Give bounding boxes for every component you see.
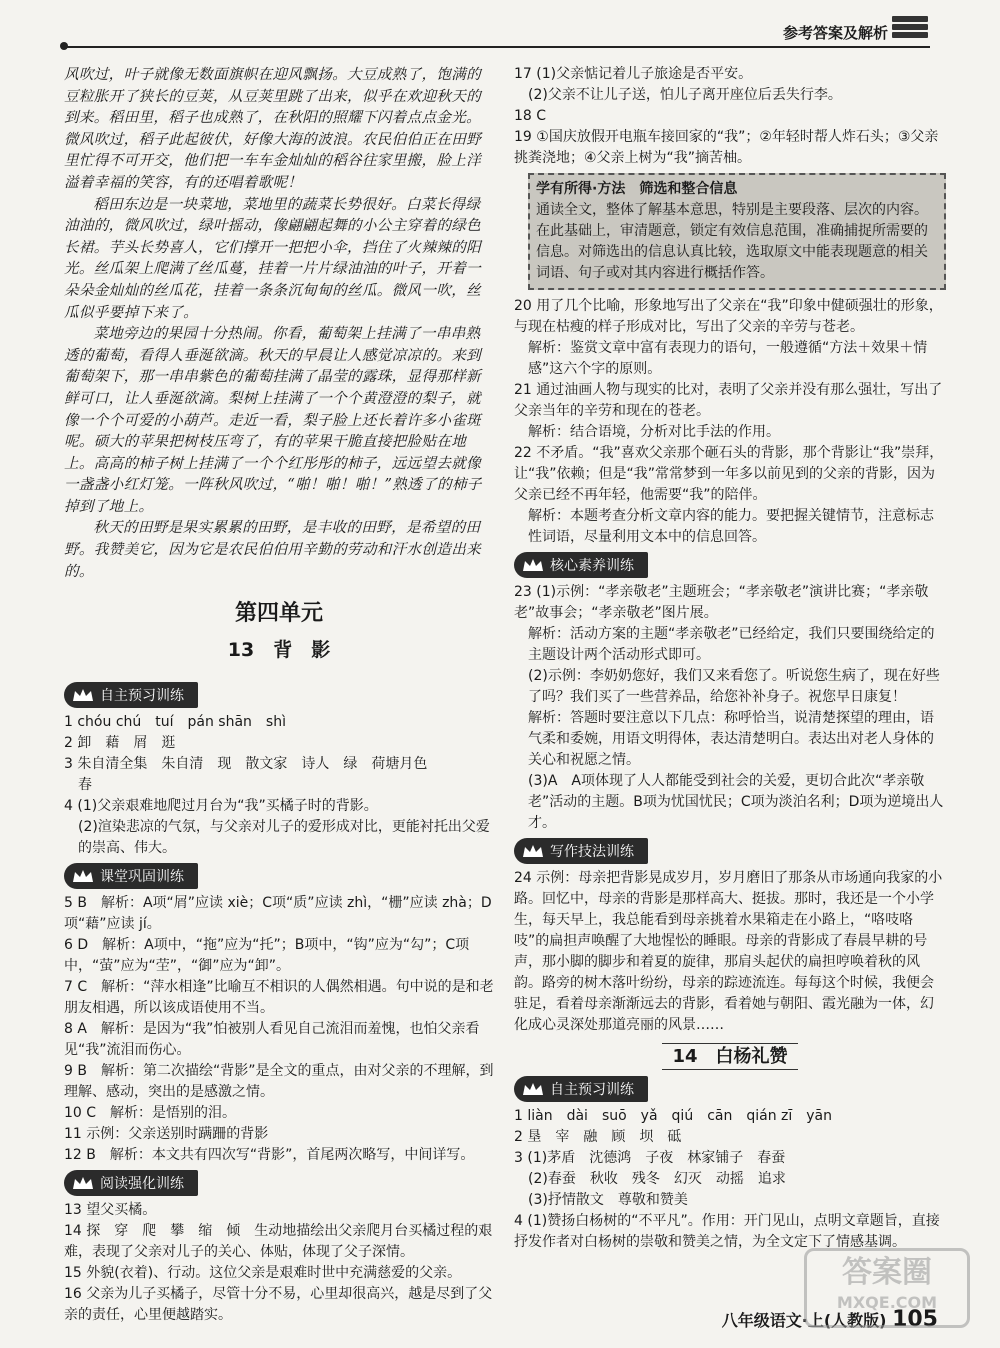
- answer-item-cont: (2)渲染悲凉的气氛，与父亲对儿子的爱形成对比，更能衬托出父爱的崇高、伟大。: [78, 819, 490, 857]
- answer-item: 13 望父买橘。: [64, 1202, 157, 1219]
- answer-item: 10 C 解析：是悟别的泪。: [64, 1105, 237, 1122]
- header-title: 参考答案及解析: [782, 24, 888, 42]
- book-title: 八年级语文·上(人教版): [721, 1311, 887, 1330]
- answer-item: 2 卸 藉 屑 逛: [64, 735, 176, 752]
- answer-item: 6 D 解析：A项中，“拖”应为“托”；B项中，“钩”应为“勾”；C项中，“萤”应为“茔”，“御”应为“卸”。: [64, 937, 470, 975]
- answer-item: 4 (1)父亲艰难地爬过月台为“我”买橘子时的背影。: [64, 798, 378, 815]
- answer-item: 20 用了几个比喻，形象地写出了父亲在“我”印象中健硕强壮的形象，与现在枯瘦的样子形成对比，写出了父亲的辛劳与苍老。: [514, 298, 943, 335]
- left-column: [64, 64, 494, 1326]
- answer-item-cont: (3)A A项体现了人人都能受到社会的关爱，更切合此次“孝亲敬老”活动的主题。B项为忧国忧民；C项为淡泊名利；D项为逆境出人才。: [528, 773, 944, 831]
- answer-item: 18 C: [514, 108, 547, 124]
- section-reading-banner: [64, 1170, 198, 1196]
- method-box: [528, 173, 946, 290]
- answer-item: 12 B 解析：本文共有四次写“背影”，首尾两次略写，中间详写。: [64, 1147, 475, 1164]
- answer-item: 5 B 解析：A项“屑”应读 xiè；C项“质”应读 zhì，“栅”应读 zhà；D项“藉”应读 jí。: [64, 895, 492, 933]
- answer-item: 15 外貌(衣着)、行动。这位父亲是艰难时世中充满慈爱的父亲。: [64, 1265, 462, 1282]
- answer-item: 17 (1)父亲惦记着儿子旅途是否平安。: [514, 66, 753, 82]
- crown-icon: [72, 687, 94, 703]
- unit-title: 第四单元: [234, 601, 323, 627]
- answer-item: 4 (1)赞扬白杨树的“不平凡”。作用：开门见山，点明文章题旨，直接抒发作者对白杨树的崇敬和赞美之情，为全文定下了情感基调。: [514, 1213, 940, 1250]
- answer-item: 9 B 解析：第二次描绘“背影”是全文的重点，由对父亲的不理解，到理解、感动，突出的是感激之情。: [64, 1063, 494, 1101]
- crown-icon: [522, 557, 544, 573]
- crown-icon: [522, 843, 544, 859]
- watermark-logo: 答案圈 MXQE.COM: [804, 1248, 970, 1328]
- lesson-14-title: 14 白杨礼赞: [514, 1042, 946, 1068]
- answer-hint: 解析：活动方案的主题“孝亲敬老”已经给定，我们只要围绕给定的主题设计两个活动形式即可。: [528, 626, 935, 663]
- section-classroom-banner: [64, 863, 198, 889]
- answer-item: 24 示例：母亲把背影晃成岁月，岁月磨旧了那条从市场通向我家的小路。回忆中，母亲的背影是那样高大、挺拔。那时，我还是一个小学生，每天早上，我总能看到母亲挑着水果箱走在小路上，“咯吱咯吱”的扁担声唤醒了大地惺忪的睡眼。母亲的背影成了春晨早耕的号声，那小脚的脚步和着夏的旋律，那肩头起伏的扁担哼唤着秋的风韵。路旁的树木落叶纷纷，母亲的踪迹流连。每每这个时候，我便会驻足，看着母亲渐渐远去的背影，看着她与朝阳、霞光融为一体，幻化成心灵深处那道亮丽的风景……: [514, 870, 943, 1033]
- section-preview-14-banner: [514, 1076, 648, 1102]
- answer-item-cont: (2)父亲不让儿子送，怕儿子离开座位后丢失行李。: [528, 87, 842, 103]
- answer-hint: 解析：答题时要注意以下几点：称呼恰当，说清楚探望的理由，语气柔和委婉，用语文明得体，表达清楚明白。表达出对老人身体的关心和祝愿之情。: [528, 710, 934, 768]
- answer-item: 11 示例：父亲送别时蹒跚的背影: [64, 1126, 269, 1143]
- page-number: 105: [892, 1307, 938, 1332]
- essay-paragraph: 风吹过，叶子就像无数面旗帜在迎风飘扬。大豆成熟了，饱满的豆粒胀开了狭长的豆荚，从豆荚里跳了出来，似乎在欢迎秋天的到来。稻田里，稻子也成熟了，在秋阳的照耀下闪着点点金光。微风吹过，稻子此起彼伏，好像大海的波浪。农民伯伯正在田野里忙得不可开交，他们把一车车金灿灿的稻谷往家里搬，脸上洋溢着幸福的笑容，有的还唱着歌呢！: [64, 66, 482, 191]
- answer-item-cont: (2)示例：李奶奶您好，我们又来看您了。听说您生病了，现在好些了吗？我们买了一些营养品，给您补补身子。祝您早日康复！: [528, 668, 940, 705]
- answer-hint: 解析：鉴赏文章中富有表现力的语句，一般遵循“方法＋效果＋情感”这六个字的原则。: [528, 340, 928, 377]
- answer-hint: 解析：本题考查分析文章内容的能力。要把握关键情节，注意标志性词语，尽量利用文本中的信息回答。: [528, 508, 934, 545]
- method-box-title: 学有所得·方法 筛选和整合信息: [536, 181, 738, 197]
- section-label: 自主预习训练: [550, 1082, 634, 1098]
- answer-item: 1 chóu chú tuí pán shān shì: [64, 714, 286, 731]
- section-label: 写作技法训练: [550, 844, 634, 860]
- section-label: 核心素养训练: [550, 558, 634, 574]
- section-label: 自主预习训练: [100, 688, 184, 705]
- essay-paragraph: 菜地旁边的果园十分热闹。你看，葡萄架上挂满了一串串熟透的葡萄，看得人垂涎欲滴。秋天的早晨让人感觉凉凉的。来到葡萄架下，那一串串紫色的葡萄挂满了晶莹的露珠，显得那样新鲜可口，让人垂涎欲滴。梨树上挂满了一个个黄澄澄的梨子，就像一个个可爱的小葫芦。走近一看，梨子脸上还长着许多小雀斑呢。硕大的苹果把树枝压弯了，有的苹果干脆直接把脸贴在地上。高高的柿子树上挂满了一个个红彤彤的柿子，远远望去就像一盏盏小红灯笼。一阵秋风吹过，“啪！啪！啪！”熟透了的柿子掉到了地上。: [64, 325, 482, 515]
- answer-item: 23 (1)示例：“孝亲敬老”主题班会；“孝亲敬老”演讲比赛；“孝亲敬老”故事会；“孝亲敬老”图片展。: [514, 584, 929, 621]
- answer-item: 3 (1)茅盾 沈德鸿 子夜 林家铺子 春蚕: [514, 1150, 786, 1166]
- answer-item-cont: 春: [78, 777, 92, 794]
- answer-item: 2 垦 宰 融 顾 坝 砥: [514, 1129, 682, 1145]
- answer-item-cont: (2)春蚕 秋收 残冬 幻灭 动摇 追求: [528, 1171, 786, 1187]
- crown-icon: [522, 1081, 544, 1097]
- section-label: 课堂巩固训练: [100, 869, 184, 886]
- answer-item: 8 A 解析：是因为“我”怕被别人看见自己流泪而羞愧，也怕父亲看见“我”流泪而伤心。: [64, 1021, 480, 1059]
- section-label: 阅读强化训练: [100, 1176, 184, 1193]
- lesson-title: 13 背 影: [227, 639, 331, 662]
- answer-item: 14 探 穿 爬 攀 缩 倾 生动地描绘出父亲爬月台买橘过程的艰难，表现了父亲对儿子的关心、体贴，体现了父子深情。: [64, 1223, 493, 1261]
- crown-icon: [72, 1175, 94, 1191]
- answer-item-cont: (3)抒情散文 尊敬和赞美: [528, 1192, 688, 1208]
- method-box-text: 通读全文，整体了解基本意思，特别是主要段落、层次的内容。在此基础上，审清题意，锁定有效信息范围，准确捕捉所需要的信息。对筛选出的信息认真比较，选取原文中能表现题意的相关词语、句子或对其内容进行概括作答。: [536, 202, 928, 281]
- section-core-banner: [514, 552, 648, 578]
- section-preview-banner: [64, 682, 198, 708]
- answer-item: 22 不矛盾。“我”喜欢父亲那个砸石头的背影，那个背影让“我”崇拜，让“我”依赖；但是“我”常常梦到一年多以前见到的父亲的背影，因为父亲已经不再年轻，他需要“我”的陪伴。: [514, 445, 944, 503]
- essay-paragraph: 稻田东边是一块菜地，菜地里的蔬菜长势很好。白菜长得绿油油的，微风吹过，绿叶摇动，像翩翩起舞的小公主穿着的绿色长裙。芋头长势喜人，它们撑开一把把小伞，挡住了火辣辣的阳光。丝瓜架上爬满了丝瓜蔓，挂着一片片绿油油的叶子，开着一朵朵金灿灿的丝瓜花，挂着一条条沉甸甸的丝瓜。微风一吹，丝瓜似乎要掉下来了。: [64, 195, 482, 321]
- answer-item: 16 父亲为儿子买橘子，尽管十分不易，心里却很高兴，越是尽到了父亲的责任，心里便越踏实。: [64, 1286, 493, 1324]
- section-writing-banner: [514, 838, 648, 864]
- header-rule: [62, 46, 930, 48]
- right-column: [514, 64, 946, 1253]
- essay: [64, 64, 494, 582]
- crown-icon: [72, 868, 94, 884]
- answer-hint: 解析：结合语境，分析对比手法的作用。: [528, 424, 780, 440]
- answer-item: 7 C 解析：“萍水相逢”比喻互不相识的人偶然相遇。句中说的是和老朋友相遇，所以该成语使用不当。: [64, 979, 494, 1017]
- answer-item: 3 朱自清全集 朱自清 现 散文家 诗人 绿 荷塘月色: [64, 756, 428, 773]
- books-icon: [892, 16, 928, 46]
- answer-item: 1 liàn dài suō yǎ qiú cān qián zī yān: [514, 1108, 832, 1124]
- answer-item: 19 ①国庆放假开电瓶车接回家的“我”；②年轻时帮人炸石头；③父亲挑粪浇地；④父亲上树为“我”摘苦柚。: [514, 129, 939, 166]
- answer-item: 21 通过油画人物与现实的比对，表明了父亲并没有那么强壮，写出了父亲当年的辛劳和现在的苍老。: [514, 382, 943, 419]
- essay-paragraph: 秋天的田野是果实累累的田野，是丰收的田野，是希望的田野。我赞美它，因为它是农民伯伯用辛勤的劳动和汗水创造出来的。: [64, 519, 482, 580]
